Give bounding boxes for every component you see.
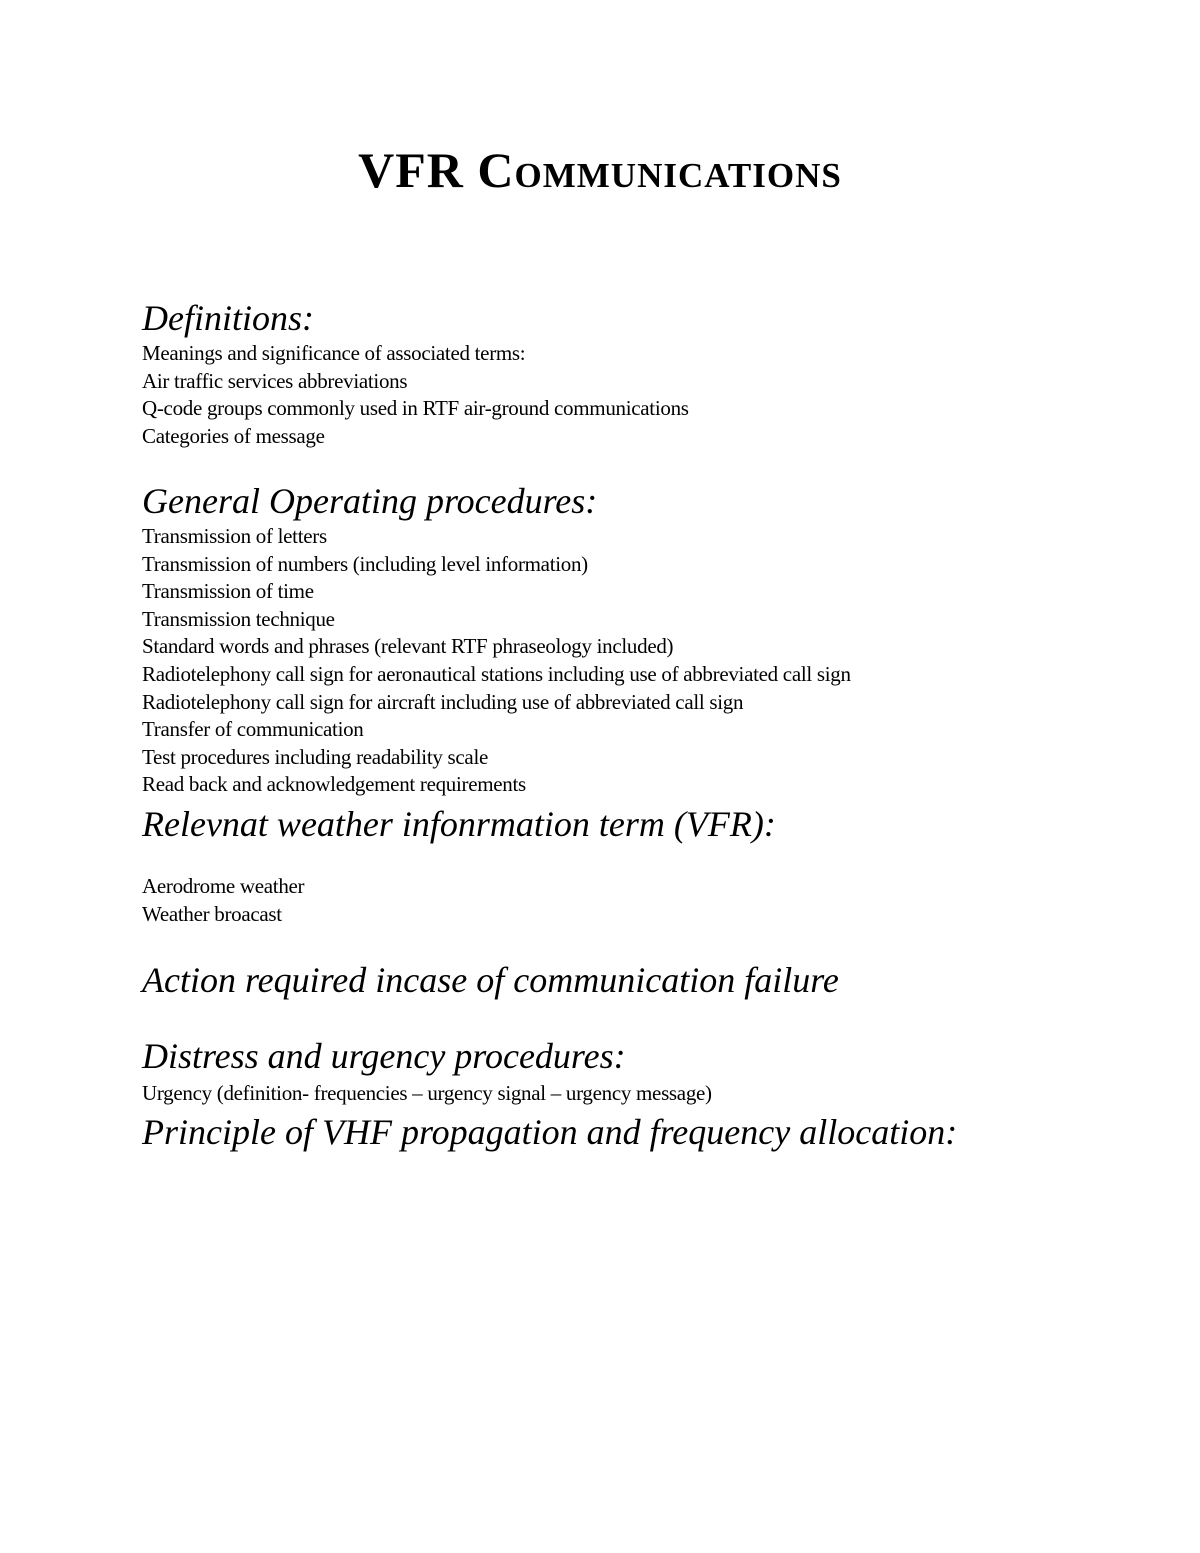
list-item: Standard words and phrases (relevant RTF phraseology included) bbox=[142, 634, 674, 659]
weather-information-list bbox=[142, 873, 304, 928]
general-operating-procedures-list bbox=[142, 523, 851, 799]
distress-urgency-list bbox=[142, 1080, 712, 1108]
section-heading-vhf-propagation: Principle of VHF propagation and frequency allocation: bbox=[142, 1112, 958, 1152]
list-item: Weather broacast bbox=[142, 901, 282, 926]
list-item: Test procedures including readability scale bbox=[142, 744, 488, 769]
list-item: Meanings and significance of associated terms: bbox=[142, 341, 526, 365]
list-item: Transmission of letters bbox=[142, 524, 327, 548]
list-item: Transmission of numbers (including level information) bbox=[142, 551, 588, 576]
list-item: Air traffic services abbreviations bbox=[142, 368, 408, 393]
section-heading-communication-failure: Action required incase of communication failure bbox=[142, 960, 839, 1000]
list-item: Aerodrome weather bbox=[142, 874, 305, 898]
list-item: Categories of message bbox=[142, 423, 325, 448]
document-title: VFR Communications bbox=[358, 142, 842, 198]
section-heading-weather-information: Relevnat weather infonrmation term (VFR): bbox=[142, 804, 776, 844]
section-heading-distress-urgency: Distress and urgency procedures: bbox=[142, 1036, 626, 1076]
definitions-list bbox=[142, 340, 689, 450]
list-item: Transmission technique bbox=[142, 606, 335, 631]
list-item: Radiotelephony call sign for aircraft including use of abbreviated call sign bbox=[142, 689, 744, 714]
section-heading-general-operating-procedures: General Operating procedures: bbox=[142, 481, 598, 521]
list-item: Urgency (definition- frequencies – urgency signal – urgency message) bbox=[142, 1081, 712, 1105]
list-item: Transmission of time bbox=[142, 579, 314, 604]
list-item: Radiotelephony call sign for aeronautical stations including use of abbreviated call sign bbox=[142, 661, 851, 686]
section-heading-definitions: Definitions: bbox=[142, 298, 314, 338]
list-item: Read back and acknowledgement requirements bbox=[142, 772, 526, 797]
list-item: Transfer of communication bbox=[142, 717, 364, 742]
list-item: Q-code groups commonly used in RTF air-ground communications bbox=[142, 396, 689, 421]
